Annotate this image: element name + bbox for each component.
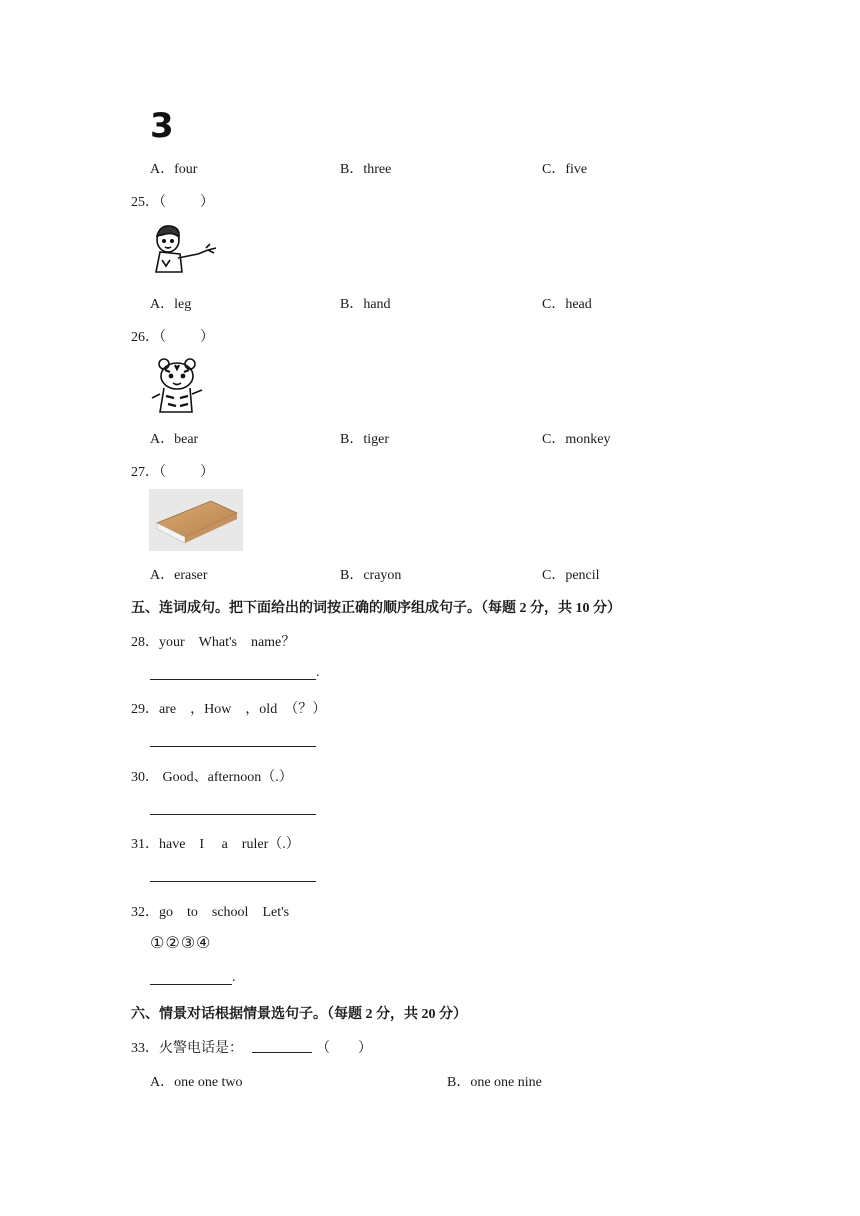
q28-text: 28．your What's name？ bbox=[131, 635, 296, 650]
q26-number: 26．（ ） bbox=[131, 330, 214, 345]
q33-text: 33．火警电话是： bbox=[131, 1041, 243, 1056]
q27-option-a: A．eraser bbox=[150, 568, 208, 583]
q33-option-b: B．one one nine bbox=[447, 1075, 542, 1090]
eraser-photo bbox=[149, 489, 243, 551]
digit-three-image: 3 bbox=[150, 106, 174, 146]
q33-option-a: A．one one two bbox=[150, 1075, 243, 1090]
tiger-icon bbox=[150, 356, 206, 416]
q29-answer-line[interactable] bbox=[150, 746, 316, 747]
q28-answer-line[interactable] bbox=[150, 679, 316, 680]
q24-option-b: B．three bbox=[340, 162, 392, 177]
q31-answer-line[interactable] bbox=[150, 881, 316, 882]
q33-paren: （ ） bbox=[316, 1041, 372, 1056]
q25-option-c: C．head bbox=[542, 297, 592, 312]
q27-option-b: B．crayon bbox=[340, 568, 402, 583]
q32-circled-numbers: ①②③④ bbox=[150, 933, 212, 952]
q26-option-b: B．tiger bbox=[340, 432, 389, 447]
q26-option-c: C．monkey bbox=[542, 432, 611, 447]
section-six-heading: 六、情景对话根据情景选句子。（每题 2 分，共 20 分） bbox=[131, 1007, 467, 1022]
q30-text: 30． Good、afternoon（.） bbox=[131, 770, 293, 785]
q29-text: 29．are ，How ，old （？） bbox=[131, 702, 327, 717]
q25-number: 25．（ ） bbox=[131, 195, 214, 210]
q32-answer-line[interactable] bbox=[150, 984, 232, 985]
q24-option-a: A．four bbox=[150, 162, 198, 177]
q27-number: 27．（ ） bbox=[131, 465, 214, 480]
q25-option-b: B．hand bbox=[340, 297, 391, 312]
q27-option-c: C．pencil bbox=[542, 568, 600, 583]
section-five-heading: 五、连词成句。把下面给出的词按正确的顺序组成句子。（每题 2 分，共 10 分） bbox=[131, 601, 621, 616]
q26-option-a: A．bear bbox=[150, 432, 199, 447]
q25-option-a: A．leg bbox=[150, 297, 192, 312]
q32-period: . bbox=[232, 970, 236, 985]
q33-answer-line[interactable] bbox=[252, 1052, 312, 1053]
q24-option-c: C．five bbox=[542, 162, 588, 177]
q30-answer-line[interactable] bbox=[150, 814, 316, 815]
q28-period: . bbox=[316, 665, 320, 680]
boy-pointing-hand-icon bbox=[150, 222, 222, 280]
q31-text: 31．have I a ruler（.） bbox=[131, 837, 300, 852]
q32-text: 32．go to school Let's bbox=[131, 905, 290, 920]
